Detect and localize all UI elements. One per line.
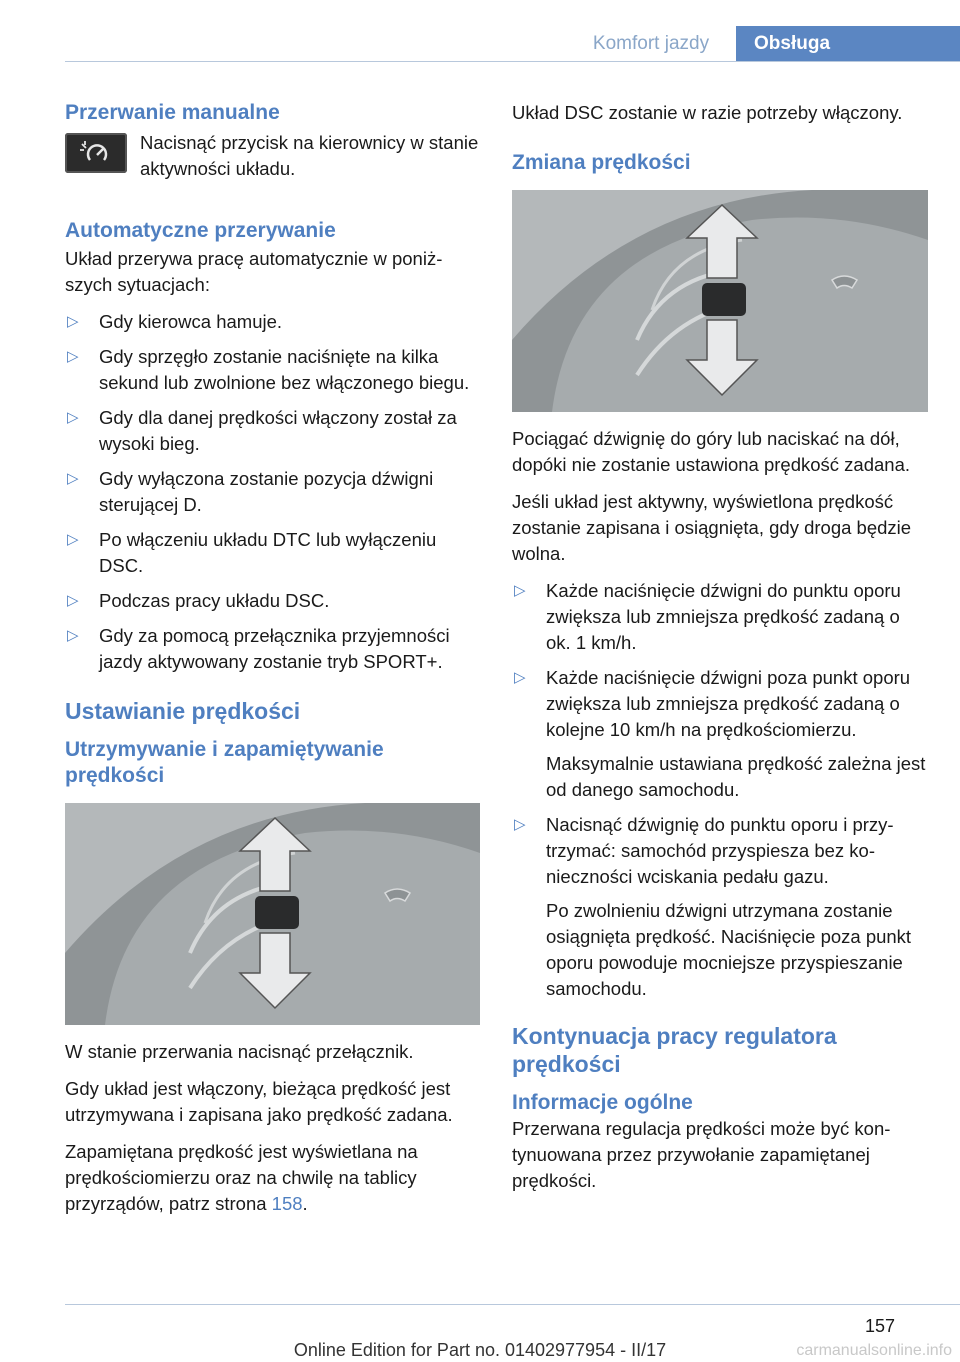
dsc-text: Układ DSC zostanie w razie potrzeby włączony. [512,102,903,123]
list-item: ▷ Gdy wyłączona zostanie pozycja dźwigni sterującej D. [67,468,434,515]
list-item: ▷ Nacisnąć dźwignię do punktu oporu i przytrzymać: samochód przyspiesza bez konieczności wciskania pedału gazu. Po zwolnieniu dźwigni utrzymana zostanie osiągnięta prędkość. Naciśnięcie poza punkt oporu powoduje mocniejsze przyspieszanie samochodu. [514,814,912,999]
bullet-triangle-icon: ▷ [67,409,79,426]
list-item: ▷ Podczas pracy układu DSC. [65,588,480,614]
watermark: carmanualsonline.info [796,1342,952,1359]
change-text-2: Jeśli układ jest aktywny, wyświetlona prędkość zostanie zapisana i osiągnięta, gdy droga będzie wolna. [512,491,912,564]
bullet-triangle-icon: ▷ [67,470,79,487]
manual-interrupt-text: Nacisnąć przycisk na kierownicy w stanie aktywności układu. [140,132,479,179]
hold-text-2: Gdy układ jest włączony, bieżąca prędkość jest utrzymywana i zapisana jako prędkość zadana. [65,1078,453,1125]
change-list [512,578,928,1002]
auto-interrupt-intro: Układ przerywa pracę automatycznie w poniższych sytuacjach: [65,248,443,295]
manual-interrupt-heading: Przerwanie manualne [65,101,280,124]
header-active-tab[interactable]: Obsługa [736,26,960,62]
edition-text: Online Edition for Part no. 01402977954 - II/17 [293,1340,667,1360]
auto-interrupt-list [65,309,480,675]
bullet-triangle-icon: ▷ [514,816,526,833]
page-link[interactable]: 158 [271,1193,303,1214]
speed-setting-heading: Ustawianie prędkości [65,698,301,724]
auto-interrupt-heading: Automatyczne przerywanie [65,219,336,242]
list-item: ▷ Każde naciśnięcie dźwigni poza punkt oporu zwiększa lub zmniejsza prędkość zadaną o kolejne 10 km/h na prędkościomierzu. Maksymalnie ustawiana prędkość zależna jest od danego samochodu. [514,667,926,800]
left-column [65,100,480,1228]
bullet-triangle-icon: ▷ [67,531,79,548]
continue-heading: Kontynuacja pracy regulatora prędkości [512,1023,837,1077]
list-item: ▷ Po włączeniu układu DTC lub wyłączeniu DSC. [67,529,437,576]
bullet-triangle-icon: ▷ [67,313,79,330]
general-info-heading: Informacje ogólne [512,1091,693,1114]
manual-interrupt-row [65,130,480,182]
list-item: ▷ Każde naciśnięcie dźwigni do punktu oporu zwiększa lub zmniejsza prędkość zadaną o ok. 1 km/h. [514,580,901,653]
bullet-triangle-icon: ▷ [514,669,526,686]
right-column [512,100,928,1205]
hold-speed-heading: Utrzymywanie i zapamiętywanie prędkości [65,738,384,787]
change-speed-heading: Zmiana prędkości [512,151,691,174]
general-info-text: Przerwana regulacja prędkości może być kontynuowana przez przywołanie zapamiętanej prędkości. [512,1118,891,1191]
bullet-triangle-icon: ▷ [67,348,79,365]
bullet-triangle-icon: ▷ [514,582,526,599]
list-item: ▷ Gdy sprzęgło zostanie naciśnięte na kilka sekund lub zwolnione bez włączonego biegu. [67,346,470,393]
list-item: ▷ Gdy dla danej prędkości włączony został za wysoki bieg. [67,407,457,454]
steering-wheel-lever-image [65,803,480,1025]
list-item: ▷ Gdy za pomocą przełącznika przyjemności jazdy aktywowany zostanie tryb SPORT+. [67,625,450,672]
change-text-1: Pociągać dźwignię do góry lub naciskać na dół, dopóki nie zostanie ustawiona prędkość zadana. [512,428,911,475]
hold-text-1: W stanie przerwania nacisnąć przełącznik. [65,1041,414,1062]
footer-rule [65,1304,960,1305]
cruise-control-button-icon [65,133,127,173]
page-number: 157 [864,1316,895,1336]
hold-text-3: Zapamiętana prędkość jest wyświetlana na prędkościomierzu oraz na chwilę na tablicy przyrządów, patrz strona 158. [65,1141,418,1214]
bullet-triangle-icon: ▷ [67,627,79,644]
list-item: ▷ Gdy kierowca hamuje. [65,309,480,335]
header-section-tab[interactable]: Komfort jazdy [592,33,710,54]
header-rule [65,61,960,62]
steering-wheel-lever-image-2 [512,190,928,412]
bullet-triangle-icon: ▷ [67,592,79,609]
